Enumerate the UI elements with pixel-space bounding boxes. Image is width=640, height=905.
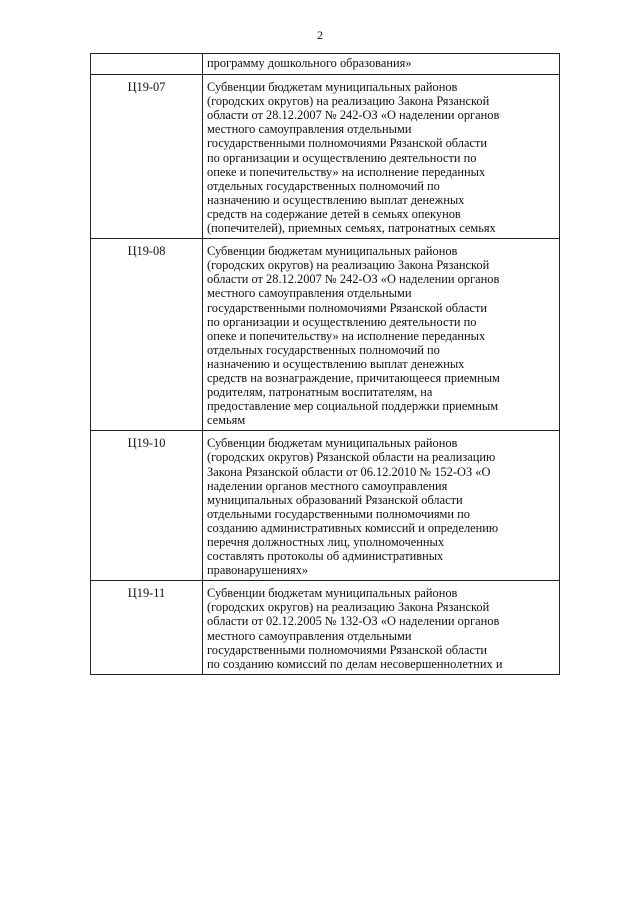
description-line: Субвенции бюджетам муниципальных районов	[207, 436, 458, 451]
description-cell	[203, 431, 560, 581]
description-line: (попечителей), приемных семьях, патронатных семьях	[207, 221, 496, 236]
description-line: муниципальных образований Рязанской области	[207, 492, 463, 507]
table-row	[91, 75, 560, 239]
description-line: местного самоуправления отдельными	[207, 286, 412, 301]
description-line: области от 28.12.2007 № 242-ОЗ «О наделении органов	[207, 108, 500, 123]
description-line: перечня должностных лиц, уполномоченных	[207, 535, 445, 549]
description-line: средств на содержание детей в семьях опекунов	[207, 206, 461, 221]
description-line: Субвенции бюджетам муниципальных районов	[207, 244, 458, 259]
description-cell	[203, 581, 560, 675]
description-line: семьям	[207, 413, 246, 428]
page-number: 2	[317, 28, 323, 42]
description-line: отдельных государственных полномочий по	[207, 178, 440, 193]
description-line: созданию административных комиссий и определению	[207, 520, 499, 535]
description-line: наделении органов местного самоуправления	[207, 478, 448, 493]
description-line: назначению и осуществлению выплат денежных	[207, 192, 465, 207]
description-cell	[203, 54, 560, 75]
description-line: составлять протоколы об административных	[207, 549, 444, 564]
description-line: родителям, патронатным воспитателям, на	[207, 385, 433, 400]
code-cell: Ц19-10	[91, 431, 203, 581]
description-line: государственными полномочиями Рязанской области	[207, 300, 488, 315]
table-row	[91, 54, 560, 75]
code-cell: Ц19-07	[91, 75, 203, 239]
description-line: опеке и попечительству» на исполнение переданных	[207, 164, 486, 179]
table-body	[91, 54, 560, 675]
table-row	[91, 431, 560, 581]
description-line: местного самоуправления отдельными	[207, 122, 412, 137]
description-line: Закона Рязанской области от 06.12.2010 № 152-ОЗ «О	[207, 464, 491, 479]
description-line: программу дошкольного образования»	[207, 56, 412, 70]
table-row	[91, 581, 560, 675]
description-cell	[203, 239, 560, 431]
description-line: по организации и осуществлению деятельности по	[207, 314, 477, 329]
description-line: области от 02.12.2005 № 132-ОЗ «О наделении органов	[207, 614, 500, 629]
description-line: (городских округов) на реализацию Закона Рязанской	[207, 258, 490, 273]
description-line: средств на вознаграждение, причитающееся приемным	[207, 370, 500, 385]
description-line: по созданию комиссий по делам несовершеннолетних и	[207, 656, 503, 671]
description-line: предоставление мер социальной поддержки приемным	[207, 399, 499, 414]
code-cell	[91, 54, 203, 75]
description-line: правонарушениях»	[207, 563, 309, 578]
description-line: назначению и осуществлению выплат денежных	[207, 356, 465, 371]
description-line: Субвенции бюджетам муниципальных районов	[207, 586, 458, 601]
code-cell: Ц19-11	[91, 581, 203, 675]
description-line: (городских округов) на реализацию Закона Рязанской	[207, 600, 490, 615]
description-line: опеке и попечительству» на исполнение переданных	[207, 328, 486, 343]
description-line: области от 28.12.2007 № 242-ОЗ «О наделении органов	[207, 272, 500, 287]
description-line: государственными полномочиями Рязанской области	[207, 642, 488, 657]
description-line: по организации и осуществлению деятельности по	[207, 150, 477, 165]
description-line: отдельными государственными полномочиями по	[207, 506, 470, 521]
description-cell	[203, 75, 560, 239]
table-row	[91, 239, 560, 431]
description-line: (городских округов) Рязанской области на реализацию	[207, 450, 496, 465]
code-cell: Ц19-08	[91, 239, 203, 431]
description-line: (городских округов) на реализацию Закона Рязанской	[207, 94, 490, 109]
subvention-table	[90, 53, 560, 675]
description-line: Субвенции бюджетам муниципальных районов	[207, 80, 458, 95]
description-line: государственными полномочиями Рязанской области	[207, 136, 488, 151]
description-line: местного самоуправления отдельными	[207, 628, 412, 643]
description-line: отдельных государственных полномочий по	[207, 342, 440, 357]
